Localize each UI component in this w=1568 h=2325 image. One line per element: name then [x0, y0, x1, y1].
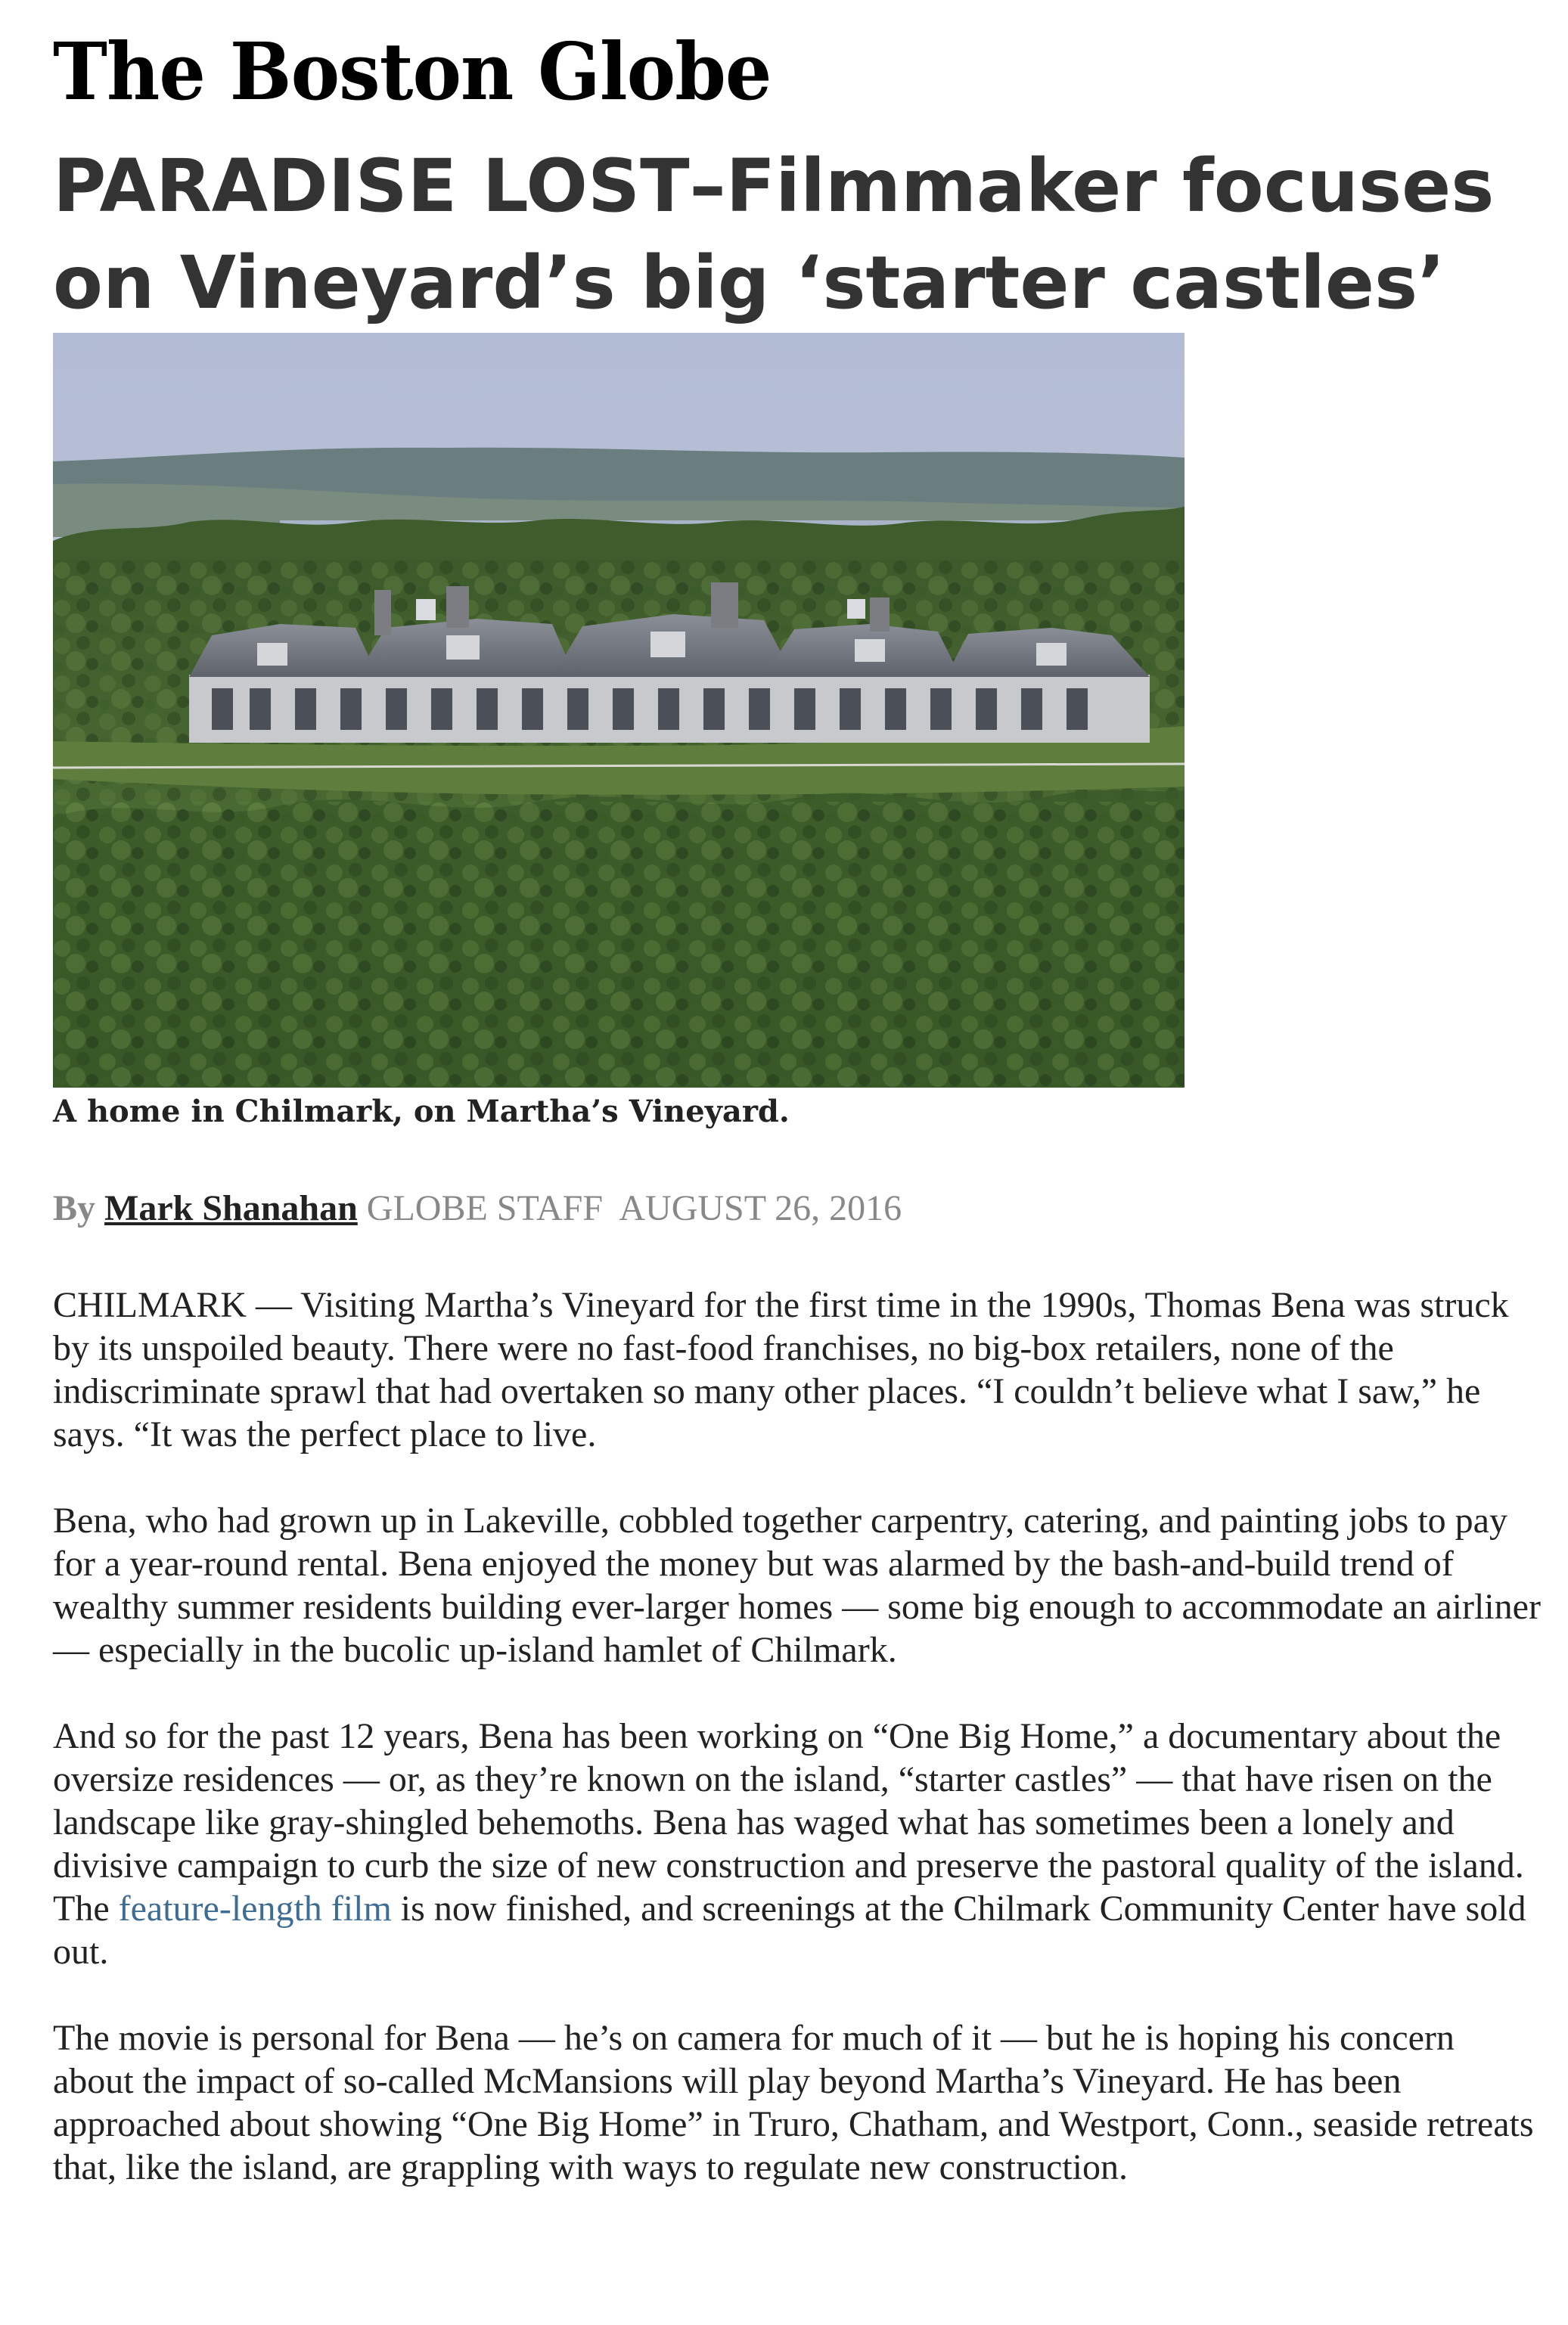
byline: [53, 1186, 1263, 1231]
headline: PARADISE LOST–Filmmaker focuses on Vineyard’s big ‘starter castles’: [53, 144, 1495, 325]
byline-prefix: By: [53, 1188, 96, 1228]
paragraph: Bena, who had grown up in Lakeville, cobbled together carpentry, catering, and painting jobs to pay for a year-round rental. Bena enjoyed the money but was alarmed by the bash-and-build trend of wealthy summer residents building ever-larger homes — some big enough to accommodate an airliner — especially in the bucolic up-island hamlet of Chilmark.: [53, 1501, 1541, 1670]
article-body: [53, 1284, 1543, 2232]
paragraph: The movie is personal for Bena — he’s on camera for much of it — but he is hoping his concern about the impact of so-called McMansions will play beyond Martha’s Vineyard. He has been approached about showing “One Big Home” in Truro, Chatham, and Westport, Conn., seaside retreats that, like the island, are grappling with ways to regulate new construction.: [53, 2018, 1534, 2187]
paragraph: [53, 1715, 1543, 1973]
paragraph: CHILMARK — Visiting Martha’s Vineyard for the first time in the 1990s, Thomas Bena was struck by its unspoiled beauty. There were no fast-food franchises, no big-box retailers, none of the indiscriminate sprawl that had overtaken so many other places. “I couldn’t believe what I saw,” he says. “It was the perfect place to live.: [53, 1285, 1509, 1454]
article-photo: [53, 333, 1185, 1088]
publish-date: AUGUST 26, 2016: [619, 1188, 902, 1228]
photo-caption: A home in Chilmark, on Martha’s Vineyard.: [53, 1094, 790, 1129]
feature-film-link[interactable]: feature-length film: [118, 1889, 392, 1929]
paragraph-text: is now finished, and screenings at the Chilmark Community Center have sold out.: [53, 1889, 1526, 1972]
byline-affiliation: GLOBE STAFF: [366, 1188, 604, 1228]
newspaper-logo[interactable]: The Boston Globe: [53, 25, 772, 118]
author-link[interactable]: Mark Shanahan: [104, 1188, 358, 1228]
paragraph-text: And so for the past 12 years, Bena has been working on “One Big Home,” a documentary about the oversize residences — or, as they’re known on the island, “starter castles” — that have risen on the landscape like gray-shingled behemoths. Bena has waged what has sometimes been a lonely and divisive campaign to curb the size of new construction and preserve the pastoral quality of the island. The: [53, 1716, 1524, 1929]
